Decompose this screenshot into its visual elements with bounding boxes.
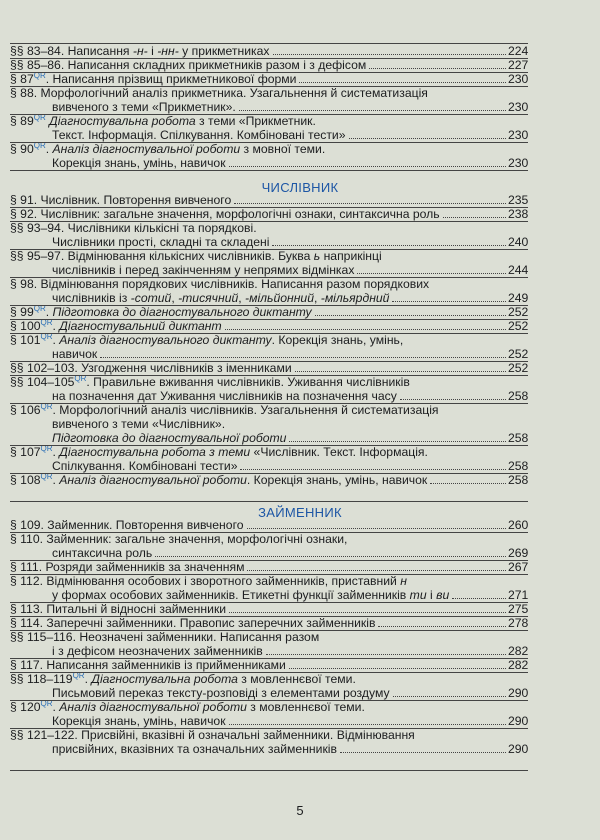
qr-marker: QR [40,471,53,481]
toc-page-ref: 267 [508,560,529,574]
toc-entry-text [10,473,427,487]
entry-divider [10,602,528,603]
toc-entry-line [0,100,600,114]
entry-divider [10,403,528,404]
toc-page-ref: 290 [508,686,529,700]
italic-text: Діагностувальний диктант [59,319,222,333]
toc-page-ref: 224 [508,44,529,58]
toc-entry-text [10,193,231,207]
italic-text: -сотий [130,291,172,305]
dot-leader [100,344,506,358]
toc-entry-text [10,672,356,686]
entry-text-segment: §§ 85–86. Написання складних прикметників разом і з дефісом [10,58,367,72]
toc-page-ref: 269 [508,546,529,560]
toc-entry [0,319,600,333]
entry-text-segment: § 109. Займенник. Повторення вивченого [10,518,244,532]
entry-text-segment: § 112. Відмінювання особових і зворотного займенників, приставний [10,574,401,588]
toc-entry [0,403,600,445]
dot-leader [155,543,506,557]
entry-text-segment: вивченого з теми «Числівник». [52,417,226,431]
toc-entry-text [10,277,429,291]
entry-text-segment: § 113. Питальні й відносні займенники [10,602,227,616]
toc-entry-line [0,602,600,616]
entry-text-segment: . Написання прізвищ прикметникової форми [45,72,297,86]
toc-entry-text [10,574,407,588]
toc-entry-text [52,714,226,728]
qr-marker: QR [40,317,53,327]
toc-page-ref: 252 [508,305,529,319]
toc-entry-text [52,156,226,170]
entry-text-segment: наприкінці [320,249,382,263]
entry-text-segment: . [45,305,53,319]
dot-leader [393,683,506,697]
entry-divider [10,700,528,701]
toc-entry [0,277,600,305]
toc-entry-line [0,72,600,86]
entry-divider [10,277,528,278]
italic-text: -мільйонний [245,291,314,305]
italic-text: н [400,574,407,588]
toc-page-ref: 252 [508,319,529,333]
italic-text: Аналіз діагностувальної роботи [52,142,241,156]
qr-marker: QR [74,373,87,383]
entry-text-segment: § 87 [10,72,34,86]
toc-entry-line [0,375,600,389]
entry-text-segment: вивченого з теми «Прикметник». [52,100,236,114]
toc-entry [0,221,600,249]
toc-entry-text [52,459,237,473]
italic-text: -н- [132,44,148,58]
toc-page-ref: 290 [508,714,529,728]
entry-text-segment: § 91. Числівник. Повторення вивченого [10,193,232,207]
toc-entry-line [0,742,600,756]
toc-entry [0,658,600,672]
toc-entry [0,602,600,616]
toc-entry [0,333,600,361]
entry-text-segment: §§ 118–119 [10,672,73,686]
toc-entry-text [10,319,222,333]
entry-text-segment: §§ 83–84. Написання [10,44,133,58]
qr-marker: QR [33,112,46,122]
entry-text-segment: . [52,333,60,347]
toc-entry-line [0,672,600,686]
toc-entry [0,72,600,86]
entry-divider [10,58,528,59]
entry-text-segment: § 100 [10,319,41,333]
toc-page-ref: 275 [508,602,529,616]
entry-text-segment: §§ 95–97. Відмінювання кількісних числівників. Буква [10,249,314,263]
entry-text-segment: і [426,588,437,602]
entry-divider [10,114,528,115]
entry-divider [10,574,528,575]
toc-entry [0,44,600,58]
toc-page-ref: 290 [508,742,529,756]
entry-text-segment: §§ 93–94. Числівники кількісні та порядкові. [10,221,257,235]
toc-entry-line [0,403,600,417]
italic-text: ти [409,588,427,602]
entry-text-segment: навичок [52,347,98,361]
entry-divider [10,72,528,73]
entry-text-segment: і з дефісом неозначених займенників [52,644,263,658]
toc-entry-text [10,72,296,86]
toc-entry-line [0,319,600,333]
toc-entry-text [10,560,244,574]
entry-text-segment: . [52,473,60,487]
entry-text-segment: . [52,700,60,714]
toc-entry-line [0,473,600,487]
entry-divider [10,770,528,771]
entry-divider [10,630,528,631]
toc-entry [0,375,600,403]
entry-text-segment: , [238,291,246,305]
entry-text-segment: § 111. Розряди займенників за значенням [10,560,245,574]
toc-entry-text [52,431,286,445]
italic-text: -мільярдний [320,291,390,305]
dot-leader [272,232,506,246]
dot-leader [240,456,506,470]
toc-entry-text [10,375,410,389]
entry-text-segment: § 90 [10,142,34,156]
toc-entry-line [0,249,600,263]
toc-entry-line [0,291,600,305]
qr-marker: QR [33,140,46,150]
toc-entry [0,532,600,560]
entry-text-segment: на позначення дат Уживання числівників на позначення часу [52,389,397,403]
toc-entry-text [52,546,152,560]
toc-entry [0,672,600,700]
entry-text-segment: . Корекція знань, умінь, навичок [246,473,428,487]
toc-page-ref: 235 [508,193,529,207]
toc-entry-line [0,574,600,588]
italic-text: -тисячний [178,291,239,305]
entry-text-segment: § 108 [10,473,41,487]
entry-text-segment: у формах особових займенників. Етикетні функції займенників [52,588,410,602]
toc-page-ref: 258 [508,473,529,487]
dot-leader [340,739,506,753]
toc-page-ref: 230 [508,100,529,114]
toc-entry-line [0,389,600,403]
toc-entry [0,445,600,473]
entry-text-segment: Письмовий переказ тексту-розповіді з елементами роздуму [52,686,390,700]
entry-text-segment: § 98. Відмінювання порядкових числівників. Написання разом порядкових [10,277,430,291]
dot-leader [266,641,506,655]
entry-text-segment: § 106 [10,403,41,417]
entry-text-segment: Спілкування. Комбіновані тести» [52,459,238,473]
entry-text-segment: присвійних, вказівних та означальних займенників [52,742,337,756]
entry-text-segment: з мовної теми. [240,142,326,156]
entry-text-segment: §§ 115–116. Неозначені займенники. Написання разом [10,630,320,644]
toc-entry [0,518,600,532]
toc-entry-line [0,686,600,700]
toc-page-ref: 252 [508,361,529,375]
toc-entry-text [52,644,263,658]
toc-page-ref: 252 [508,347,529,361]
toc-entry-text [10,207,440,221]
qr-marker: QR [72,670,85,680]
toc-entry-line [0,235,600,249]
entry-divider [10,249,528,250]
toc-entry-line [0,616,600,630]
toc-entry-line [0,714,600,728]
entry-text-segment: Текст. Інформація. Спілкування. Комбіновані тести» [52,128,346,142]
entry-text-segment: . Морфологічний аналіз числівників. Узагальнення й систематизація [52,403,439,417]
dot-leader [357,260,506,274]
dot-leader [452,585,506,599]
toc-entry-line [0,207,600,221]
entry-text-segment: § 89 [10,114,34,128]
toc-entry-line [0,361,600,375]
toc-entry [0,142,600,170]
entry-text-segment: . [52,319,60,333]
toc-entry [0,728,600,756]
entry-text-segment: . [45,142,53,156]
entry-text-segment: . [52,445,60,459]
entry-text-segment: Корекція знань, умінь, навичок [52,714,226,728]
dot-leader [229,153,506,167]
entry-divider [10,616,528,617]
toc-entry-text [52,417,225,431]
toc-entry-line [0,193,600,207]
entry-divider [10,305,528,306]
entry-text-segment: з мовленнєвої теми. [246,700,365,714]
entry-divider [10,170,528,171]
toc-entry [0,249,600,277]
toc-entry-line [0,658,600,672]
toc-entry [0,207,600,221]
toc-entry [0,473,600,487]
toc-entry-text [52,263,354,277]
toc-entry-text [52,742,337,756]
toc-entry [0,193,600,207]
toc-entry [0,630,600,658]
qr-marker: QR [40,443,53,453]
toc-entry-text [10,114,316,128]
toc-page-ref: 282 [508,658,529,672]
entry-divider [10,672,528,673]
toc-entry-line [0,431,600,445]
entry-text-segment: . Корекція знань, умінь, [271,333,404,347]
entry-divider [10,375,528,376]
entry-text-segment: § 101 [10,333,41,347]
qr-marker: QR [33,303,46,313]
qr-marker: QR [40,401,53,411]
top-divider [10,43,528,44]
toc-entry-line [0,128,600,142]
toc-entry-text [10,403,439,417]
toc-entry [0,574,600,602]
toc-page-ref: 258 [508,459,529,473]
italic-text: Діагностувальна робота [91,672,238,686]
toc-entry-line [0,44,600,58]
toc-entry-text [10,602,226,616]
toc-page-ref: 282 [508,644,529,658]
entry-divider [10,532,528,533]
entry-text-segment: § 117. Написання займенників із прийменниками [10,658,286,672]
toc-page-ref: 278 [508,616,529,630]
entry-text-segment: §§ 104–105 [10,375,75,389]
dot-leader [239,97,506,111]
entry-text-segment: § 120 [10,700,41,714]
toc-entry-text [10,249,382,263]
toc-page-ref: 230 [508,72,529,86]
toc-page-ref: 238 [508,207,529,221]
toc-entry-line [0,277,600,291]
section-heading-numeral: ЧИСЛІВНИК [261,180,339,195]
toc-page-ref: 230 [508,128,529,142]
toc-page-ref: 244 [508,263,529,277]
entry-text-segment: Числівники прості, складні та складені [52,235,270,249]
toc-page-ref: 227 [508,58,529,72]
toc-entry [0,114,600,142]
toc-entry [0,361,600,375]
entry-text-segment: §§ 102–103. Узгодження числівників з іменниками [10,361,292,375]
toc-page-ref: 240 [508,235,529,249]
italic-text: Діагностувальна робота з теми [59,445,251,459]
toc-entry-text [52,128,346,142]
toc-entry-line [0,263,600,277]
entry-text-segment: числівників із [52,291,131,305]
dot-leader [400,386,506,400]
italic-text: Діагностувальна робота [49,114,196,128]
entry-divider [10,501,528,502]
toc-entry-text [52,347,97,361]
toc-entry-line [0,728,600,742]
qr-marker: QR [40,698,53,708]
entry-text-segment: Корекція знань, умінь, навичок [52,156,226,170]
entry-divider [10,658,528,659]
toc-entry-text [52,389,397,403]
entry-text-segment: , [171,291,179,305]
italic-text: Аналіз діагностувальної роботи [59,700,247,714]
toc-entry-line [0,156,600,170]
entry-text-segment: § 99 [10,305,34,319]
toc-page-ref: 258 [508,431,529,445]
entry-text-segment: § 110. Займенник: загальне значення, морфологічні ознаки, [10,532,348,546]
dot-leader [289,428,506,442]
italic-text: Аналіз діагностувальної роботи [59,473,247,487]
dot-leader [349,125,506,139]
entry-divider [10,86,528,87]
toc-page-ref: 271 [508,588,529,602]
entry-text-segment: , [313,291,321,305]
entry-divider [10,473,528,474]
entry-divider [10,445,528,446]
entry-text-segment: . Правильне вживання числівників. Уживання числівників [86,375,410,389]
toc-page-ref: 230 [508,156,529,170]
qr-marker: QR [40,331,53,341]
toc-entry-text [10,658,286,672]
toc-page-ref: 249 [508,291,529,305]
entry-text-segment: § 88. Морфологічний аналіз прикметника. Узагальнення й систематизація [10,86,428,100]
italic-text: Підготовка до діагностувального диктанту [52,305,312,319]
toc-entry [0,616,600,630]
entry-divider [10,728,528,729]
entry-text-segment: з мовленнєвої теми. [237,672,356,686]
entry-divider [10,207,528,208]
entry-text-segment: §§ 121–122. Присвійні, вказівні й означальні займенники. Відмінювання [10,728,415,742]
entry-text-segment: і [147,44,158,58]
entry-text-segment: . [84,672,92,686]
qr-marker: QR [33,70,46,80]
italic-text: -нн- [157,44,179,58]
toc-entry-text [52,686,390,700]
italic-text: ь [313,249,321,263]
dot-leader [392,288,506,302]
entry-divider [10,142,528,143]
toc-page-ref: 258 [508,389,529,403]
toc-entry-text [10,221,257,235]
entry-divider [10,221,528,222]
toc-entry-text [10,44,270,58]
toc-entry-line [0,560,600,574]
entry-text-segment: у прикметниках [178,44,270,58]
entry-text-segment: § 107 [10,445,41,459]
toc-entry-text [10,361,292,375]
page-number: 5 [296,803,304,818]
entry-text-segment: «Числівник. Текст. Інформація. [250,445,428,459]
dot-leader [229,711,506,725]
entry-divider [10,333,528,334]
section-heading-pronoun: ЗАЙМЕННИК [258,505,342,520]
toc-entry-line [0,114,600,128]
toc-entry [0,700,600,728]
italic-text: Підготовка до діагностувальної роботи [52,431,287,445]
entry-text-segment: з теми «Прикметник. [195,114,316,128]
toc-entry [0,86,600,114]
entry-divider [10,319,528,320]
italic-text: ви [436,588,450,602]
entry-divider [10,560,528,561]
toc-entry-line [0,518,600,532]
entry-text-segment: синтаксична роль [52,546,153,560]
entry-divider [10,361,528,362]
toc-entry-text [10,616,375,630]
toc-entry-text [52,235,269,249]
entry-text-segment: § 92. Числівник: загальне значення, морфологічні ознаки, синтаксична роль [10,207,440,221]
entry-text-segment: § 114. Заперечні займенники. Правопис заперечних займенників [10,616,376,630]
italic-text: Аналіз діагностувального диктанту [59,333,272,347]
entry-text-segment: числівників і перед закінченням у непрямих відмінках [52,263,355,277]
toc-entry [0,560,600,574]
toc-entry-text [52,100,236,114]
toc-entry-line [0,459,600,473]
toc-entry-text [10,518,244,532]
toc-page-ref: 260 [508,518,529,532]
